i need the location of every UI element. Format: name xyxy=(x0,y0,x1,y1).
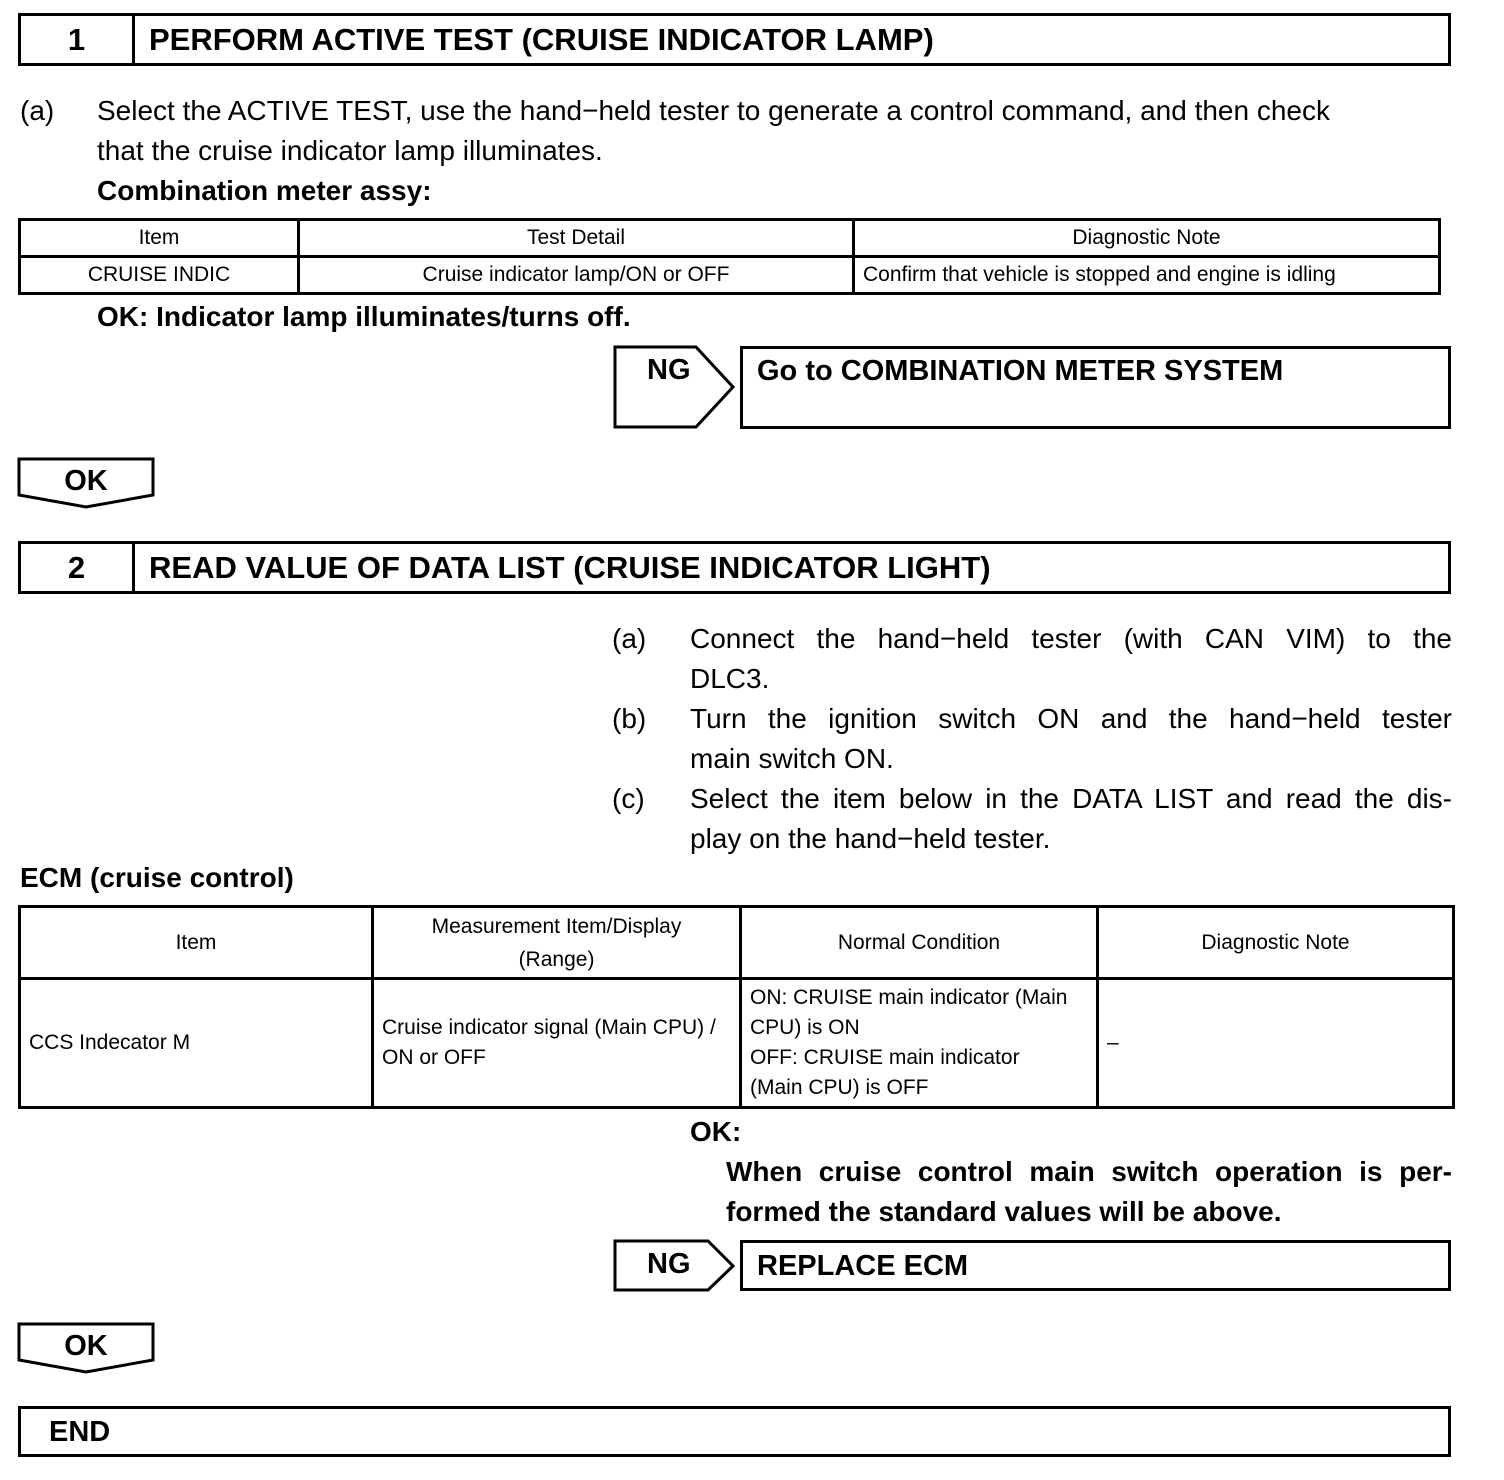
ng-action-box: Go to COMBINATION METER SYSTEM xyxy=(740,346,1451,429)
ng-label: NG xyxy=(647,1248,691,1280)
ok-heading: OK: xyxy=(690,1116,742,1147)
ng-action-box: REPLACE ECM xyxy=(740,1240,1451,1291)
instruction-text: DLC3. xyxy=(690,663,770,694)
table-cell: Confirm that vehicle is stopped and engine is idling xyxy=(854,257,1440,294)
table-header: Item xyxy=(20,907,373,979)
table-header: Diagnostic Note xyxy=(854,220,1440,257)
table-cell: CRUISE INDIC xyxy=(20,257,299,294)
instruction-label: (c) xyxy=(612,783,645,814)
instruction-text: Select the ACTIVE TEST, use the hand−held tester to generate a control command, and then check xyxy=(97,95,1330,126)
instruction-label: (a) xyxy=(612,623,647,654)
active-test-table xyxy=(18,218,1441,295)
ng-label: NG xyxy=(647,354,691,386)
ok-criteria: formed the standard values will be above. xyxy=(726,1196,1282,1227)
end-box: END xyxy=(18,1406,1451,1457)
table-header: Test Detail xyxy=(299,220,854,257)
step-title: READ VALUE OF DATA LIST (CRUISE INDICATOR LIGHT) xyxy=(149,549,991,585)
data-list-table xyxy=(18,905,1455,1109)
ok-label: OK xyxy=(64,1330,108,1362)
instruction-text: Turn the ignition switch ON and the hand−held tester xyxy=(690,703,1452,734)
table-cell-line: CPU) is ON xyxy=(750,1016,860,1039)
step-number: 1 xyxy=(21,16,135,63)
ok-criteria: When cruise control main switch operation is per- xyxy=(726,1156,1452,1187)
table-cell xyxy=(373,979,741,1108)
table-row xyxy=(20,979,1454,1108)
table-cell xyxy=(741,979,1098,1108)
table-cell: CCS Indecator M xyxy=(20,979,373,1108)
table-header: Item xyxy=(20,220,299,257)
table-header xyxy=(373,907,741,979)
table-header-row xyxy=(20,907,1454,979)
table-caption: ECM (cruise control) xyxy=(20,862,294,893)
step-title: PERFORM ACTIVE TEST (CRUISE INDICATOR LAMP) xyxy=(149,21,934,57)
step-number: 2 xyxy=(21,544,135,591)
instruction-text: main switch ON. xyxy=(690,743,894,774)
table-cell-line: ON or OFF xyxy=(382,1046,486,1069)
table-header-row xyxy=(20,220,1440,257)
table-row xyxy=(20,257,1440,294)
table-cell: Cruise indicator lamp/ON or OFF xyxy=(299,257,854,294)
instruction-text: Select the item below in the DATA LIST and read the dis- xyxy=(690,783,1452,814)
instruction-label: (a) xyxy=(20,95,55,126)
table-cell-line: (Main CPU) is OFF xyxy=(750,1076,929,1099)
table-cell-line: Cruise indicator signal (Main CPU) / xyxy=(382,1016,716,1039)
ok-criteria: OK: Indicator lamp illuminates/turns off. xyxy=(97,301,631,332)
instruction-text: play on the hand−held tester. xyxy=(690,823,1051,854)
table-cell-line: OFF: CRUISE main indicator xyxy=(750,1046,1020,1069)
table-header: Diagnostic Note xyxy=(1098,907,1454,979)
table-header: Normal Condition xyxy=(741,907,1098,979)
step-1-header xyxy=(18,13,1451,66)
step-2-header xyxy=(18,541,1451,594)
instruction-text: Connect the hand−held tester (with CAN VIM) to the xyxy=(690,623,1452,654)
ok-label: OK xyxy=(64,465,108,497)
instruction-label: (b) xyxy=(612,703,647,734)
instruction-text: that the cruise indicator lamp illuminates. xyxy=(97,135,603,166)
table-header-line: Measurement Item/Display xyxy=(431,914,682,938)
table-header-line: (Range) xyxy=(518,947,595,971)
table-caption: Combination meter assy: xyxy=(97,175,432,206)
table-cell: – xyxy=(1098,979,1454,1108)
table-cell-line: ON: CRUISE main indicator (Main xyxy=(750,986,1068,1009)
